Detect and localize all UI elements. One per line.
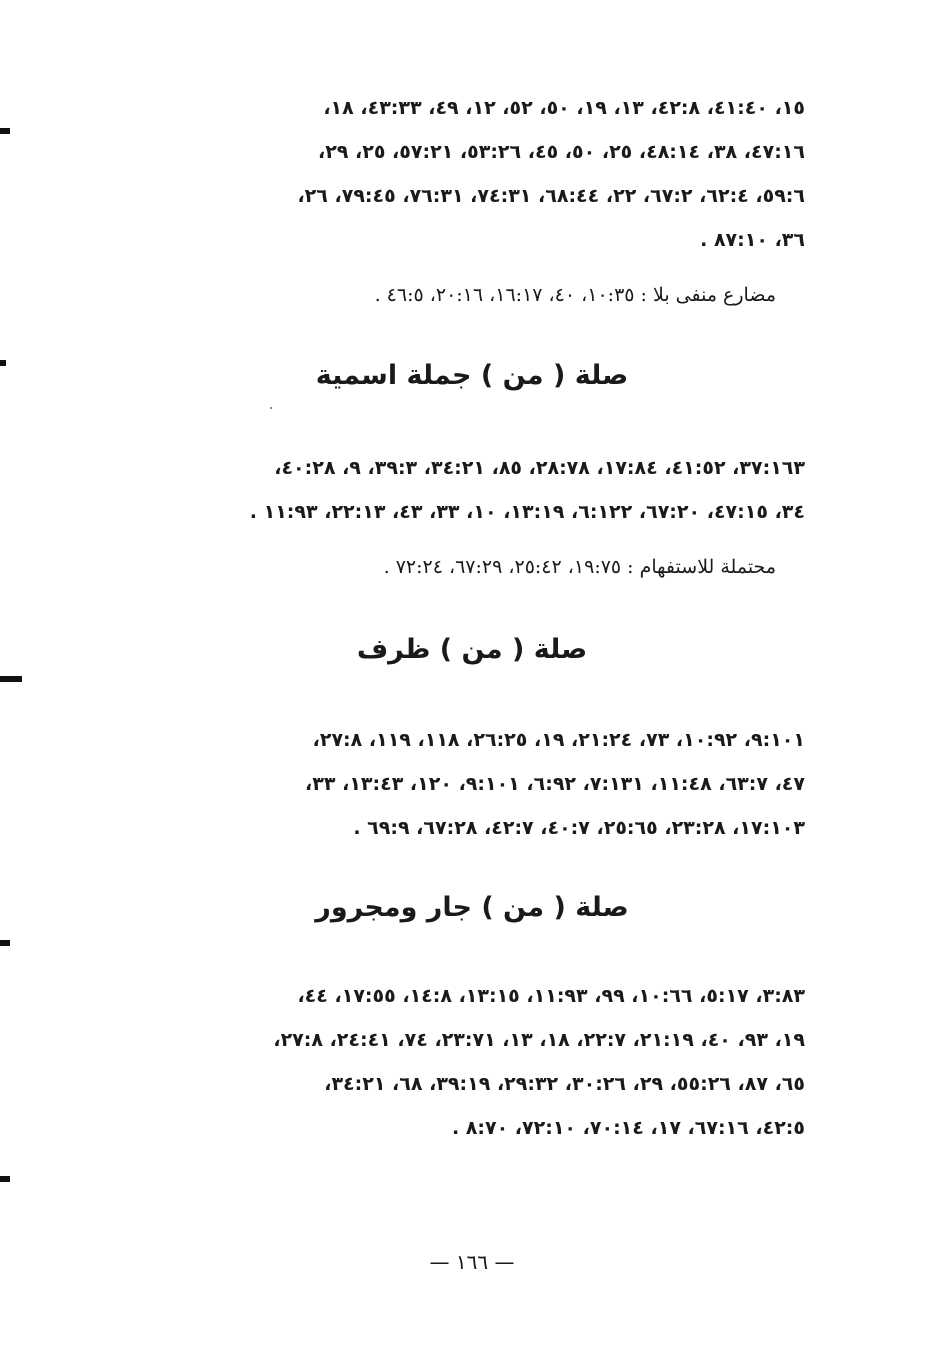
margin-mark xyxy=(0,128,10,134)
margin-mark xyxy=(0,676,22,682)
section-heading-nominal: صلة ( من ) جملة اسمية xyxy=(315,360,629,391)
interrogative-note: محتملة للاستفهام : ١٩:٧٥، ٢٥:٤٢، ٦٧:٢٩، ٧٢:٢٤ . xyxy=(383,556,776,578)
reference-line: ٥٩:٦، ٦٢:٤، ٦٧:٢، ٢٢، ٦٨:٤٤، ٧٤:٣١، ٧٦:٣١، ٧٩:٤٥، ٢٦، xyxy=(297,185,805,207)
reference-line: ١٥، ٤١:٤٠، ٤٢:٨، ١٣، ١٩، ٥٠، ٥٢، ١٢، ٤٩، ٤٣:٣٣، ١٨، xyxy=(323,97,805,119)
margin-mark xyxy=(0,940,10,946)
reference-line: ٦٥، ٨٧، ٥٥:٢٦، ٢٩، ٣٠:٢٦، ٢٩:٣٢، ٣٩:١٩، ٦٨، ٣٤:٢١، xyxy=(324,1073,805,1095)
reference-line: ٣٧:١٦٣، ٤١:٥٢، ١٧:٨٤، ٢٨:٧٨، ٨٥، ٣٤:٢١، ٣٩:٣، ٩، ٤٠:٢٨، xyxy=(274,457,805,479)
reference-line: ٣٦، ٨٧:١٠ . xyxy=(700,229,805,251)
reference-line: ٤٢:٥، ٦٧:١٦، ١٧، ٧٠:١٤، ٧٢:١٠، ٨:٧٠ . xyxy=(451,1117,805,1139)
reference-line: ٩:١٠١، ١٠:٩٢، ٧٣، ٢١:٢٤، ١٩، ٢٦:٢٥، ١١٨، ١١٩، ٢٧:٨، xyxy=(312,729,805,751)
negated-present-note: مضارع منفى بلا : ١٠:٣٥، ٤٠، ١٦:١٧، ٢٠:١٦، ٤٦:٥ . xyxy=(374,284,776,306)
reference-line: ٣٤، ٤٧:١٥، ٦٧:٢٠، ٦:١٢٢، ١٣:١٩، ١٠، ٣٣، ٤٣، ٢٢:١٣، ١١:٩٣ . xyxy=(249,501,805,523)
reference-line: ٣:٨٣، ٥:١٧، ١٠:٦٦، ٩٩، ١١:٩٣، ١٣:١٥، ١٤:٨، ١٧:٥٥، ٤٤، xyxy=(297,985,805,1007)
section-heading-prepositional: صلة ( من ) جار ومجرور xyxy=(315,892,629,923)
speck xyxy=(270,407,272,409)
reference-line: ٤٧:١٦، ٣٨، ٤٨:١٤، ٢٥، ٥٠، ٤٥، ٥٣:٢٦، ٥٧:٢١، ٢٥، ٢٩، xyxy=(317,141,805,163)
page-number: — ١٦٦ — xyxy=(429,1250,515,1274)
prepositional-references xyxy=(80,974,805,1150)
adverbial-references xyxy=(80,718,805,850)
nominal-references xyxy=(80,446,805,534)
intro-references xyxy=(80,86,805,262)
margin-mark xyxy=(0,1176,10,1182)
section-heading-adverbial: صلة ( من ) ظرف xyxy=(356,634,588,665)
reference-line: ١٩، ٩٣، ٤٠، ٢١:١٩، ٢٢:٧، ١٨، ١٣، ٢٣:٧١، ٧٤، ٢٤:٤١، ٢٧:٨، xyxy=(273,1029,805,1051)
reference-line: ١٧:١٠٣، ٢٣:٢٨، ٢٥:٦٥، ٤٠:٧، ٤٢:٧، ٦٧:٢٨، ٦٩:٩ . xyxy=(353,817,805,839)
reference-line: ٤٧، ٦٣:٧، ١١:٤٨، ٧:١٣١، ٦:٩٢، ٩:١٠١، ١٢٠، ١٣:٤٣، ٣٣، xyxy=(305,773,805,795)
